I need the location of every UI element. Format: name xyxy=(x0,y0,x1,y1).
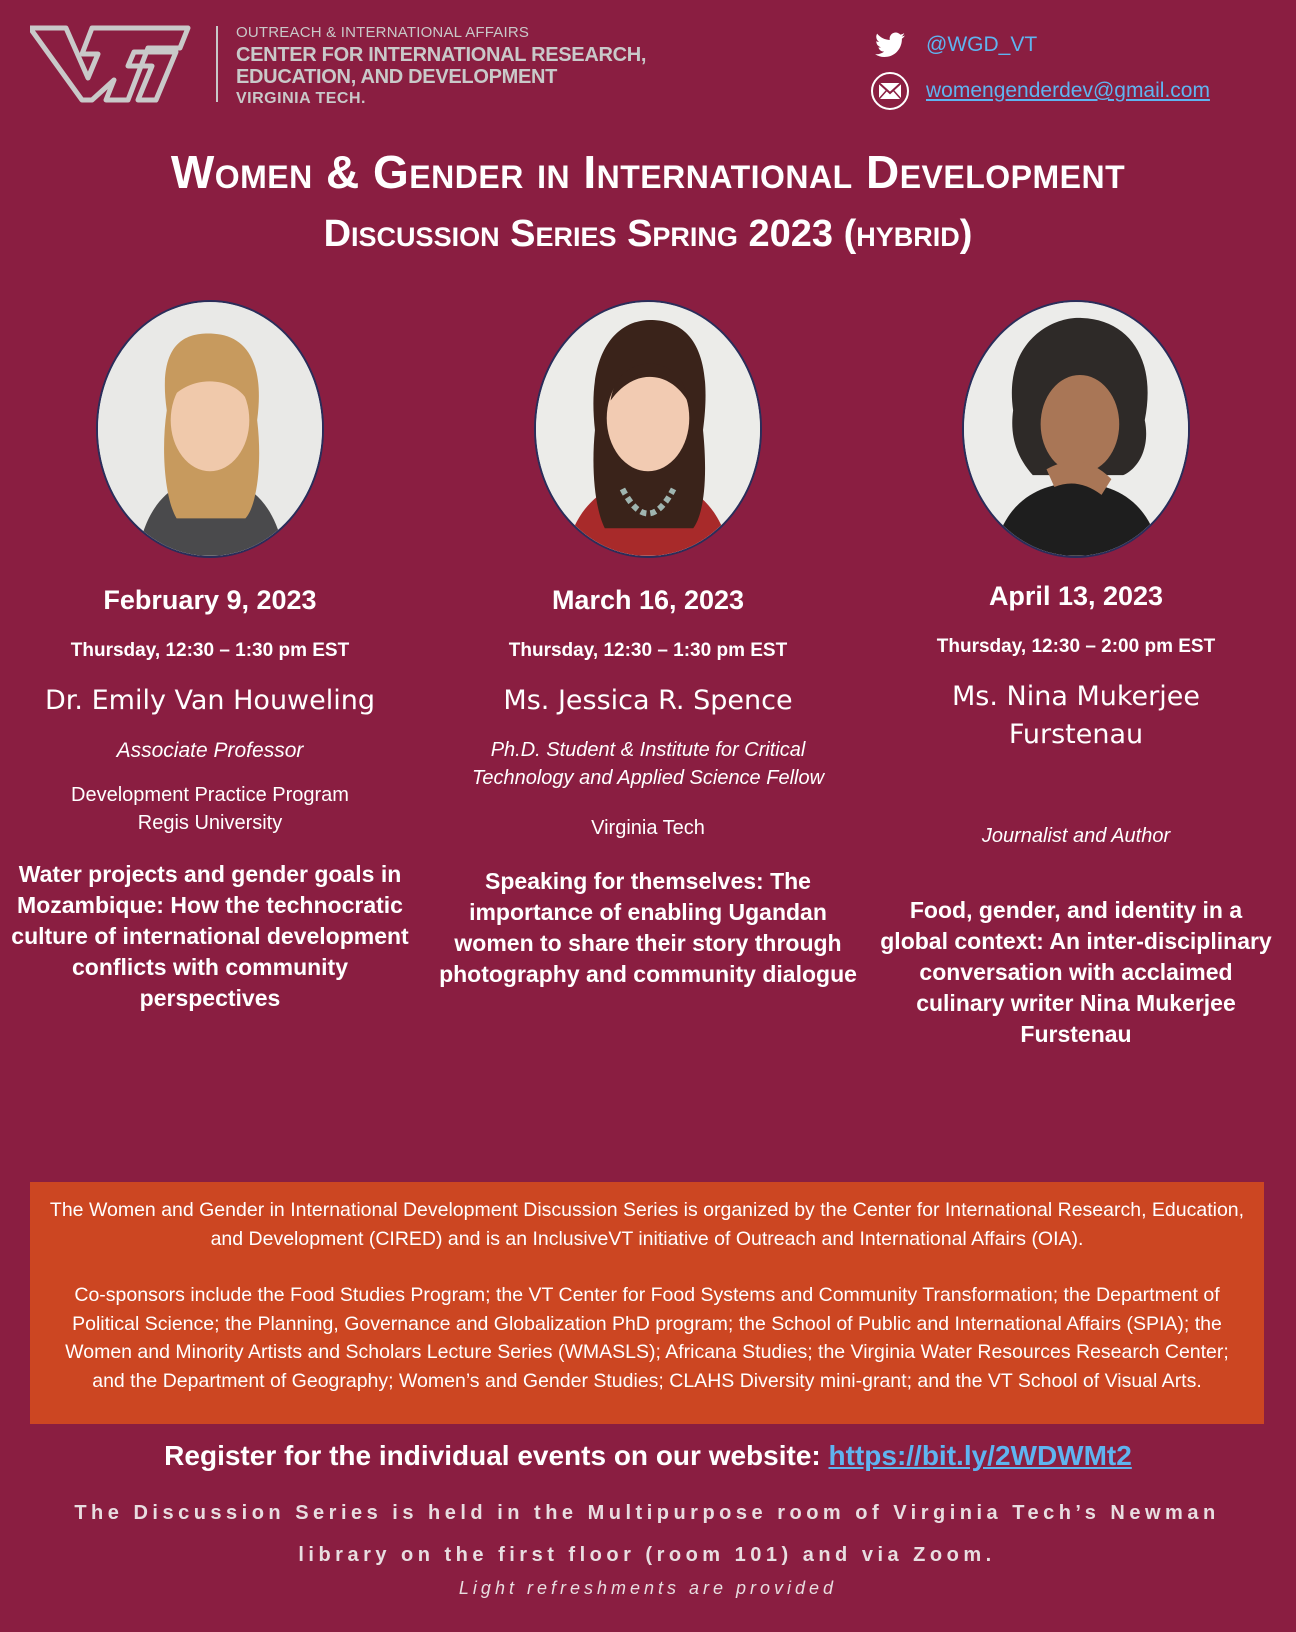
speaker-name: Ms. Nina Mukerjee Furstenau xyxy=(952,681,1200,750)
speaker-role: Ph.D. Student & Institute for Critical Technology and Applied Science Fellow xyxy=(471,739,825,789)
envelope-icon xyxy=(870,71,910,111)
sponsor-info-box xyxy=(30,1182,1264,1424)
event-card-1 xyxy=(0,300,420,1014)
affiliation-line: Regis University xyxy=(137,812,283,834)
talk-topic: Speaking for themselves: The importance of enabling Ugandan women to share their story through photography and community dialogue xyxy=(439,868,857,987)
twitter-handle[interactable]: @WGD_VT xyxy=(926,33,1038,56)
talk-topic: Food, gender, and identity in a global context: An inter-disciplinary conversation with acclaimed culinary writer Nina Mukerjee Furstenau xyxy=(880,897,1272,1047)
organizer-paragraph: The Women and Gender in International Development Discussion Series is organized by the Center for International Research, Education, and Development (CIRED) and is an InclusiveVT initiative of Outreach and International Affairs (OIA). xyxy=(49,1199,1245,1250)
register-line xyxy=(0,1440,1296,1472)
speaker-photo-3 xyxy=(962,300,1190,558)
speaker-role: Associate Professor xyxy=(116,739,304,762)
affiliation-line: Development Practice Program xyxy=(71,784,349,806)
org-name xyxy=(236,22,646,110)
org-line-4: VIRGINIA TECH. xyxy=(236,90,366,107)
contact-info xyxy=(870,22,1290,114)
event-time: Thursday, 12:30 – 2:00 pm EST xyxy=(936,636,1216,657)
twitter-icon xyxy=(870,25,910,65)
cosponsor-paragraph: Co-sponsors include the Food Studies Program; the VT Center for Food Systems and Community Transformation; the Department of Political Science; the Planning, Governance and Globalization PhD program; the School of Public and International Affairs (SPIA); the Women and Minority Artists and Scholars Lecture Series (WMASLS); Africana Studies; the Virginia Water Resources Research Center; and the Department of Geography; Women’s and Gender Studies; CLAHS Diversity mini-grant; and the VT School of Visual Arts. xyxy=(65,1284,1229,1392)
org-line-2: CENTER FOR INTERNATIONAL RESEARCH, xyxy=(236,44,647,66)
vt-logo-graphic xyxy=(30,22,230,104)
email-link[interactable]: womengenderdev@gmail.com xyxy=(926,79,1210,102)
event-date: March 16, 2023 xyxy=(551,585,745,615)
logo-divider xyxy=(216,26,218,102)
event-time: Thursday, 12:30 – 1:30 pm EST xyxy=(70,640,350,661)
title-main: Women & Gender in International Development xyxy=(170,146,1126,198)
speaker-photo-2 xyxy=(534,300,762,558)
affiliation-line: Virginia Tech xyxy=(591,817,705,839)
twitter-row xyxy=(870,22,1290,68)
org-line-1: OUTREACH & INTERNATIONAL AFFAIRS xyxy=(236,24,530,41)
speaker-role: Journalist and Author xyxy=(981,825,1171,847)
event-card-3 xyxy=(866,300,1286,1050)
header xyxy=(30,22,1270,112)
speaker-affiliation xyxy=(0,781,420,837)
speaker-photo-1 xyxy=(96,300,324,558)
speaker-name: Ms. Jessica R. Spence xyxy=(503,685,793,716)
vt-logo xyxy=(30,22,230,104)
refreshments-note: Light refreshments are provided xyxy=(458,1578,838,1598)
talk-topic: Water projects and gender goals in Mozambique: How the technocratic culture of international development conflicts with community perspectives xyxy=(11,861,409,1011)
location-text: The Discussion Series is held in the Multipurpose room of Virginia Tech’s Newman library on the first floor (room 101) and via Zoom. xyxy=(74,1502,1220,1566)
email-row xyxy=(870,68,1290,114)
register-link[interactable]: https://bit.ly/2WDWMt2 xyxy=(828,1440,1132,1471)
page-title xyxy=(0,140,1296,264)
event-date: February 9, 2023 xyxy=(103,585,317,615)
org-line-3: EDUCATION, AND DEVELOPMENT xyxy=(236,66,558,88)
event-card-2 xyxy=(438,300,858,990)
speaker-affiliation xyxy=(438,814,858,842)
register-text: Register for the individual events on our website: xyxy=(164,1440,829,1471)
speaker-name: Dr. Emily Van Houweling xyxy=(45,685,375,716)
event-time: Thursday, 12:30 – 1:30 pm EST xyxy=(508,640,788,661)
title-sub: Discussion Series Spring 2023 (hybrid) xyxy=(323,213,973,255)
event-date: April 13, 2023 xyxy=(988,581,1164,611)
